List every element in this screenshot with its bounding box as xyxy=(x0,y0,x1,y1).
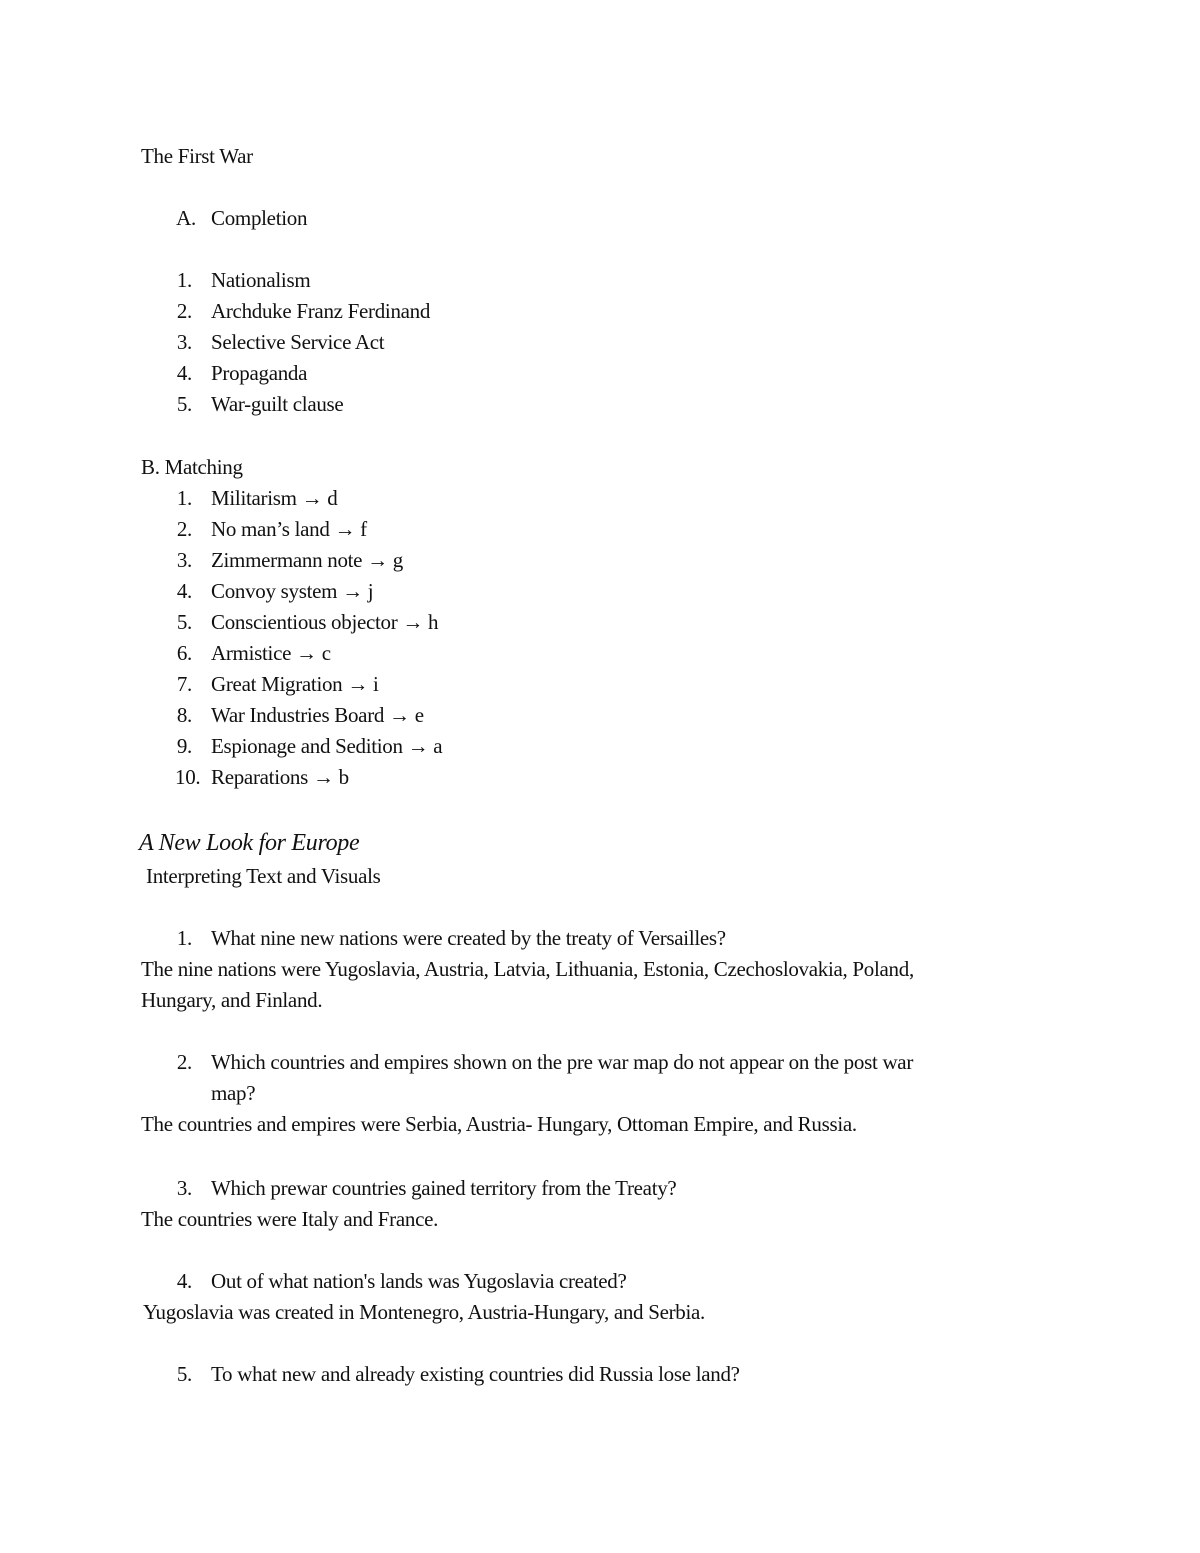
list-item-number: 3. xyxy=(176,330,192,354)
list-item: Reparations → b xyxy=(211,765,349,789)
list-item: Espionage and Sedition → a xyxy=(211,734,443,758)
list-item-number: 6. xyxy=(176,641,192,665)
section-b-heading: B. Matching xyxy=(141,455,243,479)
list-item-number: 4. xyxy=(176,579,192,603)
answer-text: Yugoslavia was created in Montenegro, Austria-Hungary, and Serbia. xyxy=(143,1300,706,1324)
list-item: Propaganda xyxy=(211,361,308,385)
document-title: The First War xyxy=(141,144,253,168)
answer-text: Hungary, and Finland. xyxy=(141,988,323,1012)
list-item-number: 9. xyxy=(176,734,192,758)
list-item: War Industries Board → e xyxy=(211,703,424,727)
section-a-heading: Completion xyxy=(211,206,308,230)
question-text: Which countries and empires shown on the pre war map do not appear on the post war xyxy=(211,1050,914,1074)
list-item-number: 2. xyxy=(176,517,192,541)
question-number: 5. xyxy=(176,1362,192,1386)
question-number: 3. xyxy=(176,1176,192,1200)
question-number: 1. xyxy=(176,926,192,950)
list-item-number: 1. xyxy=(176,486,192,510)
list-item-number: 1. xyxy=(176,268,192,292)
list-item-number: 7. xyxy=(176,672,192,696)
list-item: Conscientious objector → h xyxy=(211,610,439,634)
list-item: War-guilt clause xyxy=(211,392,344,416)
list-item: No man’s land → f xyxy=(211,517,367,541)
question-number: 4. xyxy=(176,1269,192,1293)
question-text: Out of what nation's lands was Yugoslavia created? xyxy=(211,1269,627,1293)
list-item: Militarism → d xyxy=(211,486,338,510)
section-a-letter: A. xyxy=(176,206,196,230)
section-subtitle: Interpreting Text and Visuals xyxy=(146,864,381,888)
question-number: 2. xyxy=(176,1050,192,1074)
question-text: To what new and already existing countries did Russia lose land? xyxy=(211,1362,740,1386)
list-item-number: 2. xyxy=(176,299,192,323)
list-item-number: 10. xyxy=(175,765,201,789)
list-item-number: 3. xyxy=(176,548,192,572)
list-item-number: 4. xyxy=(176,361,192,385)
list-item: Nationalism xyxy=(211,268,311,292)
list-item: Armistice → c xyxy=(211,641,331,665)
section-title: A New Look for Europe xyxy=(139,830,360,856)
list-item-number: 5. xyxy=(176,610,192,634)
answer-text: The countries were Italy and France. xyxy=(141,1207,439,1231)
question-text: map? xyxy=(211,1081,256,1105)
list-item: Archduke Franz Ferdinand xyxy=(211,299,431,323)
list-item: Convoy system → j xyxy=(211,579,374,603)
answer-text: The nine nations were Yugoslavia, Austria, Latvia, Lithuania, Estonia, Czechoslovakia, Poland, xyxy=(141,957,914,981)
list-item: Selective Service Act xyxy=(211,330,385,354)
answer-text: The countries and empires were Serbia, Austria- Hungary, Ottoman Empire, and Russia. xyxy=(141,1112,857,1136)
list-item-number: 5. xyxy=(176,392,192,416)
question-text: What nine new nations were created by the treaty of Versailles? xyxy=(211,926,726,950)
list-item: Zimmermann note → g xyxy=(211,548,404,572)
list-item-number: 8. xyxy=(176,703,192,727)
question-text: Which prewar countries gained territory from the Treaty? xyxy=(211,1176,677,1200)
list-item: Great Migration → i xyxy=(211,672,379,696)
